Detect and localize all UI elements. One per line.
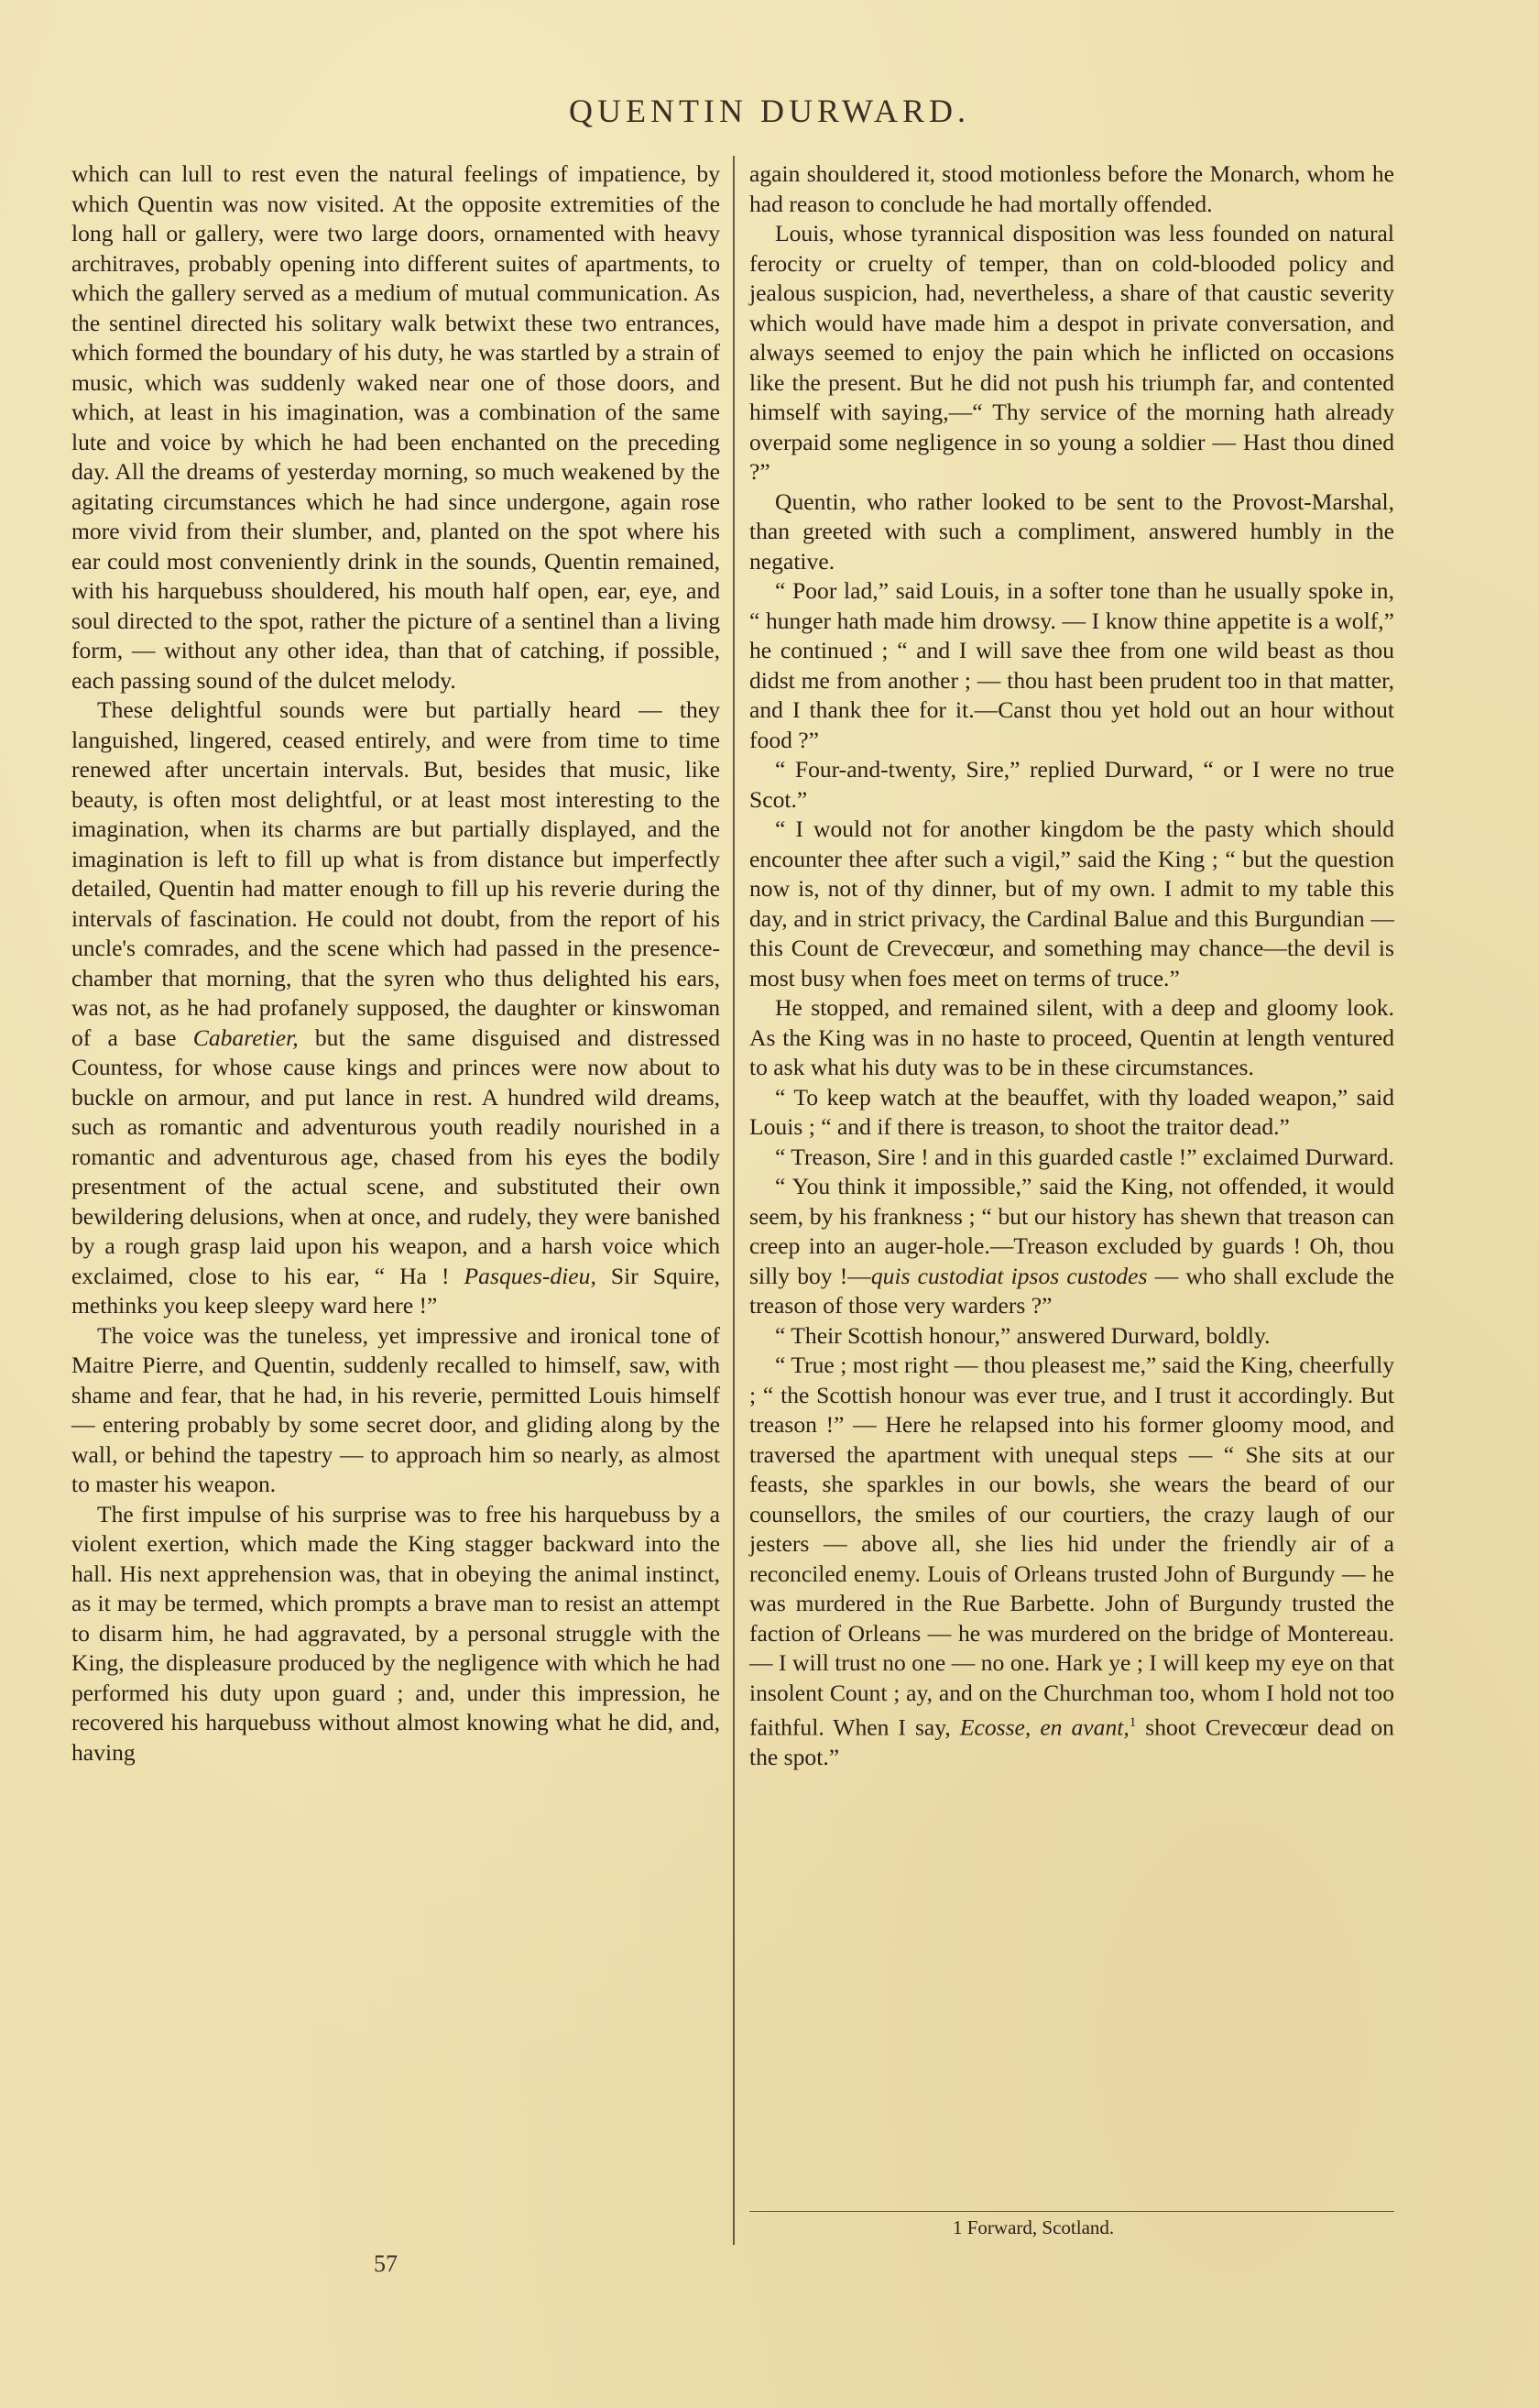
running-head: QUENTIN DURWARD. xyxy=(569,93,970,129)
paragraph: “ You think it impossible,” said the King, not offended, it would seem, by his frankness ; “ but our history has shewn that treason can creep into an auger-hole.—Treason excluded by guards ! Oh, thou silly boy !—quis custodiat ipsos custodes — who shall exclude the treason of those very warders ?” xyxy=(749,1173,1394,1319)
paragraph: Quentin, who rather looked to be sent to the Provost-Marshal, than greeted with such a compliment, answered humbly in the negative. xyxy=(749,487,1394,575)
paragraph: “ Their Scottish honour,” answered Durward, boldly. xyxy=(775,1321,1271,1349)
paragraph: He stopped, and remained silent, with a deep and gloomy look. As the King was in no haste to proceed, Quentin at length ventured to ask what his duty was to be in these circumstances. xyxy=(749,994,1394,1080)
italic-text: Pasques-dieu, xyxy=(464,1262,596,1289)
paragraph: These delightful sounds were but partially heard — they languished, lingered, ceased entirely, and were from time to time renewed after uncertain intervals. But, besides that music, like beauty, is often most delightful, or at least most interesting to the imagination, when its charms are but partially displayed, and the imagination is left to fill up what is from distance but imperfectly detailed, Quentin had matter enough to fill up his reverie during the intervals of fascination. He could not doubt, from the report of his uncle's comrades, and the scene which had passed in the presence-chamber that morning, that the syren who thus delighted his ears, was not, as he had profanely supposed, the daughter or kinswoman of a base Cabaretier, but the same disguised and distressed Countess, for whose cause kings and princes were now about to buckle on armour, and put lance in rest. A hundred wild dreams, such as romantic and adventurous youth readily nourished in a romantic and adventurous age, chased from his eyes the bodily presentment of the actual scene, and substituted their own bewildering delusions, when at once, and rudely, they were banished by a rough grasp laid upon his weapon, and a harsh voice which exclaimed, close to his ear, “ Ha ! Pasques-dieu, Sir Squire, methinks you keep sleepy ward here !” xyxy=(71,696,720,1319)
italic-text: Ecosse, en avant, xyxy=(959,1713,1130,1741)
page-number: 57 xyxy=(374,2250,398,2277)
paragraph: which can lull to rest even the natural feelings of impatience, by which Quentin was now visited. At the opposite extremities of the long hall or gallery, were two large doors, ornamented with heavy architraves, probably opening into different suites of apartments, to which the gallery served as a medium of mutual communication. As the sentinel directed his solitary walk betwixt these two entrances, which formed the boundary of his duty, he was startled by a strain of music, which was suddenly waked near one of those doors, and which, at least in his imagination, was a combination of the same lute and voice by which he had been enchanted on the preceding day. All the dreams of yesterday morning, so much weakened by the agitating circumstances which he had since undergone, again rose more vivid from their slumber, and, planted on the spot where his ear could most conveniently drink in the sounds, Quentin remained, with his harquebuss shouldered, his mouth half open, ear, eye, and soul directed to the spot, rather the picture of a sentinel than a living form, — without any other idea, than that of catching, if possible, each passing sound of the dulcet melody. xyxy=(71,160,720,694)
paragraph: “ Poor lad,” said Louis, in a softer tone than he usually spoke in, “ hunger hath made him drowsy. — I know thine appetite is a wolf,” he continued ; “ and I will save thee from one wild beast as thou didst me from another ; — thou hast been prudent too in that matter, and I thank thee for it.—Canst thou yet hold out an hour without food ?” xyxy=(749,577,1394,753)
footnote: 1 Forward, Scotland. xyxy=(953,2216,1115,2238)
column-rule xyxy=(733,156,735,2245)
paragraph: “ Four-and-twenty, Sire,” replied Durward, “ or I were no true Scot.” xyxy=(749,756,1394,813)
paragraph: “ Treason, Sire ! and in this guarded castle !” exclaimed Durward. xyxy=(775,1143,1394,1170)
paragraph: “ True ; most right — thou pleasest me,” said the King, cheerfully ; “ the Scottish honour was ever true, and I trust it accordingly. But treason !” — Here he relapsed into his former gloomy mood, and traversed the apartment with unequal steps — “ She sits at our feasts, she sparkles in our bowls, she wears the beard of our counsellors, the smiles of our courtiers, the crazy laugh of our jesters — above all, she lies hid under the friendly air of a reconciled enemy. Louis of Orleans trusted John of Burgundy — he was murdered in the Rue Barbette. John of Burgundy trusted the faction of Orleans — he was murdered on the bridge of Montereau. — I will trust no one — no one. Hark ye ; I will keep my eye on that insolent Count ; ay, and on the Churchman too, whom I hold not too faithful. When I say, Ecosse, en avant,$^1$ shoot Crevecœur dead on the spot.” xyxy=(749,1352,1394,1771)
paragraph: “ I would not for another kingdom be the pasty which should encounter thee after such a vigil,” said the King ; “ but the question now is, not of thy dinner, but of my own. I admit to my table this day, and in strict privacy, the Cardinal Balue and this Burgundian — this Count de Crevecœur, and something may chance—the devil is most busy when foes meet on terms of truce.” xyxy=(749,815,1394,991)
paragraph: The first impulse of his surprise was to free his harquebuss by a violent exertion, which made the King stagger backward into the hall. His next apprehension was, that in obeying the animal instinct, as it may be termed, which prompts a brave man to resist an attempt to disarm him, he had aggravated, by a personal struggle with the King, the displeasure produced by the negligence with which he had performed his duty upon guard ; and, under this impression, he recovered his harquebuss without almost knowing what he did, and, having xyxy=(71,1500,720,1766)
footnote-rule xyxy=(749,2211,1394,2212)
paragraph: Louis, whose tyrannical disposition was less founded on natural ferocity or cruelty of temper, than on cold-blooded policy and jealous suspicion, had, nevertheless, a share of that caustic severity which would have made him a despot in private conversation, and always seemed to enjoy the pain which he inflicted on occasions like the present. But he did not push his triumph far, and contented himself with saying,—“ Thy service of the morning hath already overpaid some negligence in so young a soldier — Hast thou dined ?” xyxy=(749,220,1394,485)
right-column xyxy=(749,159,1394,1773)
paragraph: again shouldered it, stood motionless before the Monarch, whom he had reason to conclude he had mortally offended. xyxy=(749,160,1394,217)
paragraph: “ To keep watch at the beauffet, with thy loaded weapon,” said Louis ; “ and if there is treason, to shoot the traitor dead.” xyxy=(749,1083,1394,1140)
paragraph: The voice was the tuneless, yet impressive and ironical tone of Maitre Pierre, and Quentin, suddenly recalled to himself, saw, with shame and fear, that he had, in his reverie, permitted Louis himself — entering probably by some secret door, and gliding along by the wall, or behind the tapestry — to approach him so nearly, as almost to master his weapon. xyxy=(71,1321,720,1497)
italic-text: quis custodiat ipsos custodes xyxy=(870,1262,1148,1289)
left-column xyxy=(71,159,720,1768)
footnote-marker: 1 xyxy=(1129,1715,1137,1730)
italic-text: Cabaretier, xyxy=(192,1023,299,1051)
